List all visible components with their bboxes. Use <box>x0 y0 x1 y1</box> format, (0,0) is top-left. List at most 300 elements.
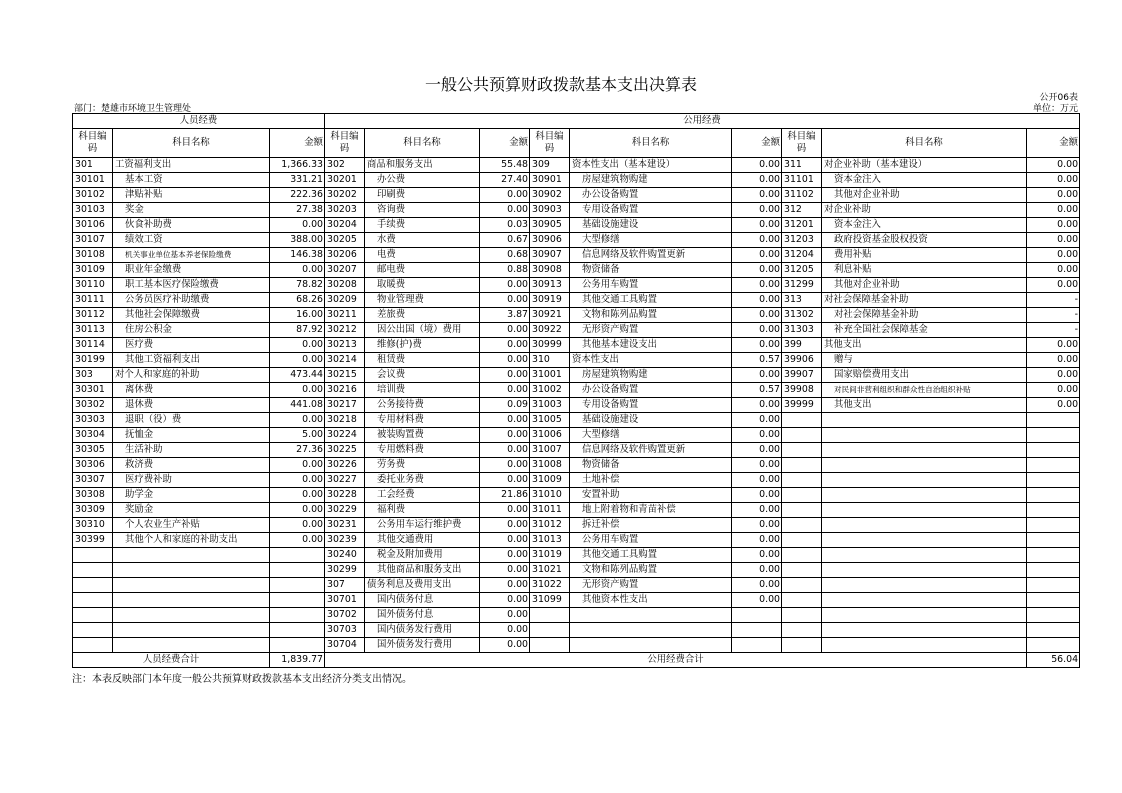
amount-cell <box>1027 578 1080 593</box>
amount-cell: 0.00 <box>732 488 782 503</box>
amount-cell <box>1027 473 1080 488</box>
code-cell: 30225 <box>325 443 365 458</box>
name-cell: 退职（役）费 <box>113 413 270 428</box>
code-cell: 31021 <box>530 563 570 578</box>
name-cell: 大型修缮 <box>570 428 732 443</box>
amount-cell: 0.00 <box>480 338 530 353</box>
name-cell: 其他交通工具购置 <box>570 293 732 308</box>
amount-cell <box>732 638 782 653</box>
col-header-name: 科目名称 <box>365 129 480 158</box>
code-cell: 30213 <box>325 338 365 353</box>
code-cell: 30906 <box>530 233 570 248</box>
amount-cell: 0.00 <box>732 533 782 548</box>
table-row <box>73 323 1080 338</box>
amount-cell: 0.00 <box>270 533 325 548</box>
footnote: 注：本表反映部门本年度一般公共预算财政拨款基本支出经济分类支出情况。 <box>72 674 412 685</box>
amount-cell: 0.00 <box>732 443 782 458</box>
amount-cell: 0.00 <box>480 578 530 593</box>
name-cell: 个人农业生产补贴 <box>113 518 270 533</box>
amount-cell <box>1027 503 1080 518</box>
amount-cell <box>732 623 782 638</box>
code-cell: 30113 <box>73 323 113 338</box>
amount-cell: - <box>1027 323 1080 338</box>
code-cell <box>782 503 822 518</box>
code-cell: 30212 <box>325 323 365 338</box>
code-cell: 31299 <box>782 278 822 293</box>
code-cell: 30108 <box>73 248 113 263</box>
col-header-code: 科目编码 <box>73 129 113 158</box>
name-cell: 职工基本医疗保险缴费 <box>113 278 270 293</box>
amount-cell: 0.00 <box>732 263 782 278</box>
code-cell: 301 <box>73 158 113 173</box>
amount-cell <box>270 608 325 623</box>
amount-cell <box>1027 518 1080 533</box>
amount-cell: 0.00 <box>1027 203 1080 218</box>
amount-cell: 0.57 <box>732 353 782 368</box>
code-cell: 30999 <box>530 338 570 353</box>
amount-cell: 5.00 <box>270 428 325 443</box>
name-cell: 政府投资基金股权投资 <box>822 233 1027 248</box>
name-cell: 福利费 <box>365 503 480 518</box>
name-cell: 文物和陈列品购置 <box>570 563 732 578</box>
name-cell: 取暖费 <box>365 278 480 293</box>
amount-cell: 0.00 <box>1027 278 1080 293</box>
name-cell: 基本工资 <box>113 173 270 188</box>
code-cell <box>782 563 822 578</box>
name-cell: 差旅费 <box>365 308 480 323</box>
code-cell: 30206 <box>325 248 365 263</box>
name-cell: 会议费 <box>365 368 480 383</box>
code-cell: 30209 <box>325 293 365 308</box>
name-cell: 专用设备购置 <box>570 398 732 413</box>
code-cell: 30204 <box>325 218 365 233</box>
amount-cell: 0.00 <box>480 593 530 608</box>
table-row <box>73 578 1080 593</box>
code-cell: 30215 <box>325 368 365 383</box>
name-cell <box>113 608 270 623</box>
name-cell: 利息补贴 <box>822 263 1027 278</box>
code-cell: 30112 <box>73 308 113 323</box>
code-cell <box>73 638 113 653</box>
code-cell: 30101 <box>73 173 113 188</box>
code-cell <box>782 458 822 473</box>
name-cell: 物资储备 <box>570 458 732 473</box>
code-cell: 30306 <box>73 458 113 473</box>
name-cell: 其他社会保障缴费 <box>113 308 270 323</box>
name-cell: 税金及附加费用 <box>365 548 480 563</box>
code-cell: 30217 <box>325 398 365 413</box>
amount-cell: 0.00 <box>732 458 782 473</box>
totals-row <box>73 653 1080 668</box>
code-cell <box>782 623 822 638</box>
name-cell: 资本性支出 <box>570 353 732 368</box>
amount-cell: 0.03 <box>480 218 530 233</box>
name-cell: 咨询费 <box>365 203 480 218</box>
code-cell: 30214 <box>325 353 365 368</box>
code-cell: 30218 <box>325 413 365 428</box>
name-cell: 奖金 <box>113 203 270 218</box>
name-cell: 办公费 <box>365 173 480 188</box>
col-header-name: 科目名称 <box>113 129 270 158</box>
amount-cell: 0.00 <box>480 323 530 338</box>
name-cell: 伙食补助费 <box>113 218 270 233</box>
name-cell: 物业管理费 <box>365 293 480 308</box>
name-cell: 公务用车运行维护费 <box>365 518 480 533</box>
code-cell: 30240 <box>325 548 365 563</box>
name-cell: 资本金注入 <box>822 173 1027 188</box>
amount-cell: 27.40 <box>480 173 530 188</box>
amount-cell: 0.00 <box>480 443 530 458</box>
code-cell: 39907 <box>782 368 822 383</box>
name-cell: 被装购置费 <box>365 428 480 443</box>
table-row <box>73 173 1080 188</box>
name-cell: 安置补助 <box>570 488 732 503</box>
code-cell <box>782 443 822 458</box>
amount-cell: 87.92 <box>270 323 325 338</box>
table-row <box>73 353 1080 368</box>
amount-cell <box>732 608 782 623</box>
col-header-code: 科目编码 <box>782 129 822 158</box>
col-header-amount: 金额 <box>1027 129 1080 158</box>
name-cell: 救济费 <box>113 458 270 473</box>
name-cell: 其他对企业补助 <box>822 278 1027 293</box>
name-cell: 医疗费补助 <box>113 473 270 488</box>
amount-cell <box>1027 443 1080 458</box>
amount-cell <box>1027 608 1080 623</box>
name-cell: 信息网络及软件购置更新 <box>570 248 732 263</box>
code-cell: 30114 <box>73 338 113 353</box>
name-cell: 水费 <box>365 233 480 248</box>
code-cell: 30304 <box>73 428 113 443</box>
name-cell: 奖励金 <box>113 503 270 518</box>
amount-cell: - <box>1027 308 1080 323</box>
amount-cell <box>1027 428 1080 443</box>
code-cell <box>73 563 113 578</box>
public-total-amount: 56.04 <box>1027 653 1080 668</box>
code-cell: 30308 <box>73 488 113 503</box>
name-cell: 对民间非营利组织和群众性自治组织补贴 <box>822 383 1027 398</box>
amount-cell: 0.00 <box>480 428 530 443</box>
amount-cell <box>1027 413 1080 428</box>
code-cell: 30919 <box>530 293 570 308</box>
code-cell: 31203 <box>782 233 822 248</box>
amount-cell: 0.00 <box>732 248 782 263</box>
amount-cell <box>270 578 325 593</box>
code-cell: 30199 <box>73 353 113 368</box>
code-cell <box>782 533 822 548</box>
name-cell <box>822 623 1027 638</box>
amount-cell: 0.00 <box>732 473 782 488</box>
name-cell <box>570 638 732 653</box>
code-cell <box>782 638 822 653</box>
table-row <box>73 488 1080 503</box>
table-row <box>73 248 1080 263</box>
amount-cell: 473.44 <box>270 368 325 383</box>
amount-cell: 0.00 <box>1027 263 1080 278</box>
amount-cell: 0.00 <box>1027 188 1080 203</box>
amount-cell <box>1027 548 1080 563</box>
table-row <box>73 533 1080 548</box>
amount-cell <box>1027 533 1080 548</box>
name-cell: 公务用车购置 <box>570 533 732 548</box>
table-row <box>73 413 1080 428</box>
name-cell: 赠与 <box>822 353 1027 368</box>
amount-cell: 0.00 <box>270 518 325 533</box>
name-cell: 维修(护)费 <box>365 338 480 353</box>
code-cell: 303 <box>73 368 113 383</box>
code-cell <box>73 578 113 593</box>
amount-cell: 1,366.33 <box>270 158 325 173</box>
name-cell <box>822 593 1027 608</box>
amount-cell: 0.00 <box>480 278 530 293</box>
code-cell: 31205 <box>782 263 822 278</box>
form-number: 公开06表 <box>1039 93 1078 103</box>
code-cell: 31003 <box>530 398 570 413</box>
col-header-code: 科目编码 <box>530 129 570 158</box>
amount-cell: 0.00 <box>1027 353 1080 368</box>
amount-cell: 0.00 <box>1027 368 1080 383</box>
name-cell <box>113 548 270 563</box>
amount-cell: - <box>1027 293 1080 308</box>
name-cell <box>822 608 1027 623</box>
personnel-header: 人员经费 <box>73 114 325 129</box>
code-cell: 30227 <box>325 473 365 488</box>
code-cell: 30228 <box>325 488 365 503</box>
code-cell: 30399 <box>73 533 113 548</box>
code-cell: 30203 <box>325 203 365 218</box>
table-row <box>73 203 1080 218</box>
name-cell: 补充全国社会保障基金 <box>822 323 1027 338</box>
amount-cell: 68.26 <box>270 293 325 308</box>
amount-cell <box>270 593 325 608</box>
code-cell <box>782 518 822 533</box>
code-cell: 31006 <box>530 428 570 443</box>
amount-cell: 0.00 <box>480 623 530 638</box>
code-cell: 30907 <box>530 248 570 263</box>
code-cell: 31099 <box>530 593 570 608</box>
code-cell: 30701 <box>325 593 365 608</box>
name-cell <box>822 488 1027 503</box>
code-cell: 31303 <box>782 323 822 338</box>
name-cell: 医疗费 <box>113 338 270 353</box>
public-header: 公用经费 <box>325 114 1080 129</box>
code-cell: 30305 <box>73 443 113 458</box>
name-cell: 土地补偿 <box>570 473 732 488</box>
name-cell <box>570 623 732 638</box>
name-cell <box>822 413 1027 428</box>
code-cell <box>782 413 822 428</box>
table-row <box>73 638 1080 653</box>
name-cell <box>822 428 1027 443</box>
name-cell: 国内债务发行费用 <box>365 623 480 638</box>
name-cell: 公务用车购置 <box>570 278 732 293</box>
name-cell: 租赁费 <box>365 353 480 368</box>
code-cell: 30226 <box>325 458 365 473</box>
code-cell: 30103 <box>73 203 113 218</box>
table-row <box>73 338 1080 353</box>
name-cell <box>822 458 1027 473</box>
code-cell: 30231 <box>325 518 365 533</box>
amount-cell: 0.00 <box>270 218 325 233</box>
name-cell: 地上附着物和青苗补偿 <box>570 503 732 518</box>
amount-cell: 0.00 <box>732 158 782 173</box>
name-cell: 办公设备购置 <box>570 188 732 203</box>
amount-cell: 0.00 <box>732 293 782 308</box>
code-cell: 313 <box>782 293 822 308</box>
table-row <box>73 218 1080 233</box>
amount-cell: 0.00 <box>480 608 530 623</box>
code-cell: 30310 <box>73 518 113 533</box>
col-header-code: 科目编码 <box>325 129 365 158</box>
name-cell: 资本金注入 <box>822 218 1027 233</box>
name-cell: 其他个人和家庭的补助支出 <box>113 533 270 548</box>
table-row <box>73 233 1080 248</box>
amount-cell: 222.36 <box>270 188 325 203</box>
name-cell: 电费 <box>365 248 480 263</box>
name-cell <box>113 593 270 608</box>
name-cell <box>822 638 1027 653</box>
name-cell: 其他支出 <box>822 338 1027 353</box>
name-cell: 国内债务付息 <box>365 593 480 608</box>
code-cell: 31008 <box>530 458 570 473</box>
amount-cell: 3.87 <box>480 308 530 323</box>
table-row <box>73 308 1080 323</box>
name-cell: 其他支出 <box>822 398 1027 413</box>
code-cell <box>530 638 570 653</box>
code-cell <box>73 608 113 623</box>
code-cell: 30229 <box>325 503 365 518</box>
name-cell: 拆迁补偿 <box>570 518 732 533</box>
code-cell: 30299 <box>325 563 365 578</box>
table-row <box>73 368 1080 383</box>
amount-cell: 0.00 <box>270 503 325 518</box>
expenditure-table <box>72 113 1080 668</box>
amount-cell: 0.00 <box>732 503 782 518</box>
amount-cell: 16.00 <box>270 308 325 323</box>
name-cell: 其他资本性支出 <box>570 593 732 608</box>
amount-cell: 0.00 <box>732 308 782 323</box>
code-cell: 30301 <box>73 383 113 398</box>
amount-cell: 0.00 <box>732 173 782 188</box>
code-cell: 39999 <box>782 398 822 413</box>
code-cell: 309 <box>530 158 570 173</box>
code-cell: 30211 <box>325 308 365 323</box>
code-cell: 31009 <box>530 473 570 488</box>
col-header-name: 科目名称 <box>570 129 732 158</box>
amount-cell: 0.00 <box>270 458 325 473</box>
table-row <box>73 188 1080 203</box>
table-row <box>73 503 1080 518</box>
amount-cell: 0.00 <box>732 278 782 293</box>
table-row <box>73 458 1080 473</box>
table-row <box>73 263 1080 278</box>
code-cell: 31102 <box>782 188 822 203</box>
amount-cell: 27.38 <box>270 203 325 218</box>
code-cell: 30303 <box>73 413 113 428</box>
name-cell: 基础设施建设 <box>570 218 732 233</box>
code-cell: 30307 <box>73 473 113 488</box>
name-cell: 工会经费 <box>365 488 480 503</box>
amount-cell: 0.00 <box>480 413 530 428</box>
code-cell: 39906 <box>782 353 822 368</box>
table-row <box>73 293 1080 308</box>
name-cell: 国外债务发行费用 <box>365 638 480 653</box>
name-cell: 手续费 <box>365 218 480 233</box>
name-cell: 房屋建筑物购建 <box>570 368 732 383</box>
code-cell <box>782 608 822 623</box>
name-cell: 债务利息及费用支出 <box>365 578 480 593</box>
code-cell: 30309 <box>73 503 113 518</box>
code-cell: 31007 <box>530 443 570 458</box>
name-cell: 无形资产购置 <box>570 323 732 338</box>
personnel-total-amount: 1,839.77 <box>270 653 325 668</box>
amount-cell: 0.00 <box>480 473 530 488</box>
code-cell: 31204 <box>782 248 822 263</box>
name-cell <box>113 638 270 653</box>
col-header-amount: 金额 <box>480 129 530 158</box>
page-title: 一般公共预算财政拨款基本支出决算表 <box>424 75 697 94</box>
amount-cell: 0.00 <box>270 383 325 398</box>
name-cell: 劳务费 <box>365 458 480 473</box>
amount-cell: 0.00 <box>732 563 782 578</box>
code-cell: 30905 <box>530 218 570 233</box>
name-cell: 信息网络及软件购置更新 <box>570 443 732 458</box>
table-row <box>73 383 1080 398</box>
code-cell: 31022 <box>530 578 570 593</box>
code-cell: 31001 <box>530 368 570 383</box>
amount-cell: 0.00 <box>732 428 782 443</box>
name-cell: 对社会保障基金补助 <box>822 308 1027 323</box>
name-cell: 机关事业单位基本养老保险缴费 <box>113 248 270 263</box>
code-cell: 31101 <box>782 173 822 188</box>
name-cell: 住房公积金 <box>113 323 270 338</box>
amount-cell <box>1027 563 1080 578</box>
name-cell <box>822 503 1027 518</box>
table-row <box>73 473 1080 488</box>
department-label: 部门：楚雄市环境卫生管理处 <box>74 104 192 114</box>
code-cell: 31302 <box>782 308 822 323</box>
table-row <box>73 398 1080 413</box>
code-cell: 31005 <box>530 413 570 428</box>
amount-cell: 0.00 <box>732 233 782 248</box>
code-cell: 302 <box>325 158 365 173</box>
amount-cell: 0.00 <box>1027 218 1080 233</box>
name-cell: 专用设备购置 <box>570 203 732 218</box>
name-cell: 因公出国（境）费用 <box>365 323 480 338</box>
name-cell: 公务员医疗补助缴费 <box>113 293 270 308</box>
name-cell: 其他工资福利支出 <box>113 353 270 368</box>
code-cell: 30901 <box>530 173 570 188</box>
code-cell <box>782 578 822 593</box>
code-cell: 307 <box>325 578 365 593</box>
amount-cell: 0.00 <box>270 263 325 278</box>
amount-cell: 0.00 <box>480 503 530 518</box>
amount-cell: 0.00 <box>732 218 782 233</box>
code-cell: 31201 <box>782 218 822 233</box>
amount-cell: 331.21 <box>270 173 325 188</box>
name-cell: 资本性支出（基本建设） <box>570 158 732 173</box>
code-cell: 30239 <box>325 533 365 548</box>
name-cell: 委托业务费 <box>365 473 480 488</box>
code-cell: 31010 <box>530 488 570 503</box>
amount-cell: 0.00 <box>480 368 530 383</box>
amount-cell <box>270 638 325 653</box>
code-cell: 30106 <box>73 218 113 233</box>
name-cell: 退休费 <box>113 398 270 413</box>
code-cell: 30922 <box>530 323 570 338</box>
amount-cell: 388.00 <box>270 233 325 248</box>
code-cell: 30903 <box>530 203 570 218</box>
